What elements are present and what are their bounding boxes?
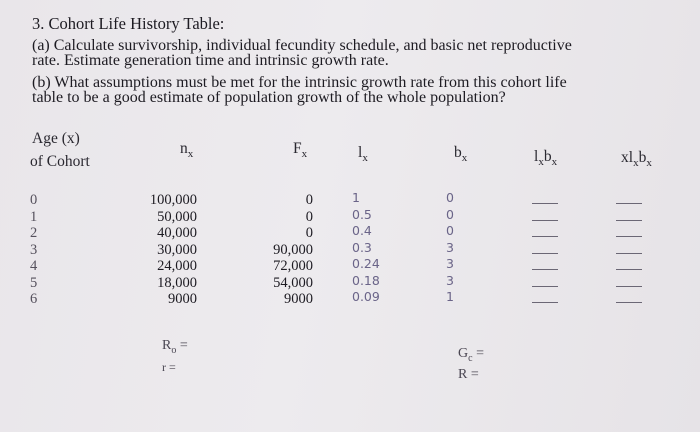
nx-cell: 18,000 [157, 274, 197, 291]
Fx-cell: 9000 [284, 291, 313, 307]
blank-answer-line [616, 212, 642, 229]
Fx-cell: 0 [305, 225, 313, 241]
Fx-cell: 0 [305, 192, 313, 208]
Fx-cell: 72,000 [273, 258, 313, 274]
header-age-sub: of Cohort [30, 153, 90, 170]
question-title: 3. Cohort Life History Table: [32, 14, 225, 33]
age-cell: 6 [30, 291, 38, 307]
blank-answer-line [532, 195, 558, 212]
age-cell: 1 [30, 208, 38, 225]
blank-answer-line [532, 245, 558, 262]
lxbx-blank-column [532, 195, 558, 311]
R-label: R = [458, 367, 479, 382]
blank-answer-line [616, 228, 642, 245]
nx-cell: 24,000 [157, 258, 197, 274]
nx-cell: 40,000 [157, 225, 197, 241]
bx-handwritten-column [446, 190, 472, 306]
nx-cell: 100,000 [149, 192, 197, 208]
age-cell: 4 [30, 258, 38, 274]
part-a-line-1: (a) Calculate survivorship, individual fecundity schedule, and basic net reproductive [32, 37, 572, 54]
header-lxbx: $l_xb_x$ [534, 148, 558, 169]
Fx-cell: 0 [305, 208, 313, 225]
blank-answer-line [616, 195, 642, 212]
nx-cell: 9000 [168, 291, 197, 307]
header-nx: $n_x$ [180, 140, 194, 161]
bx-cell: 3 [446, 239, 454, 255]
nx-column [130, 192, 197, 308]
lx-cell: 0.4 [352, 223, 372, 238]
part-a-line-2: rate. Estimate generation time and intrinsic growth rate. [32, 52, 389, 69]
r-label: r = [162, 360, 176, 374]
header-xlxbx: $xl_xb_x$ [621, 149, 652, 170]
age-cell: 3 [30, 241, 38, 258]
gc-label: $G_c$ = [458, 346, 484, 364]
header-bx: $b_x$ [454, 144, 468, 165]
blank-answer-line [532, 294, 558, 311]
Fx-column [250, 192, 313, 308]
blank-answer-line [532, 212, 558, 229]
lx-cell: 0.3 [352, 239, 372, 255]
age-cell: 5 [30, 274, 38, 291]
Fx-cell: 90,000 [273, 241, 313, 258]
header-age: Age (x) [32, 130, 80, 147]
nx-cell: 30,000 [157, 241, 197, 258]
lx-handwritten-column [352, 190, 394, 306]
bx-cell: 1 [446, 289, 454, 304]
lx-cell: 0.18 [352, 272, 380, 288]
xlxbx-blank-column [616, 195, 642, 311]
age-cell: 0 [30, 192, 38, 208]
bx-cell: 3 [446, 256, 454, 271]
age-cell: 2 [30, 225, 38, 241]
lx-cell: 0.5 [352, 206, 372, 222]
blank-answer-line [616, 278, 642, 295]
blank-answer-line [532, 278, 558, 295]
blank-answer-line [616, 294, 642, 311]
blank-answer-line [616, 261, 642, 278]
header-lx: $l_x$ [358, 144, 368, 165]
part-b-line-1: (b) What assumptions must be met for the intrinsic growth rate from this cohort life [32, 74, 567, 91]
blank-answer-line [532, 261, 558, 278]
bx-cell: 3 [446, 272, 454, 288]
lx-cell: 1 [352, 190, 360, 205]
Fx-cell: 54,000 [273, 274, 313, 291]
bx-cell: 0 [446, 223, 454, 238]
bx-cell: 0 [446, 190, 454, 205]
lx-cell: 0.24 [352, 256, 380, 271]
part-b-line-2: table to be a good estimate of population growth of the whole population? [32, 89, 506, 106]
blank-answer-line [532, 228, 558, 245]
lx-cell: 0.09 [352, 289, 380, 304]
bx-cell: 0 [446, 206, 454, 222]
age-column [30, 192, 50, 308]
header-Fx: $F_x$ [293, 140, 308, 161]
blank-answer-line [616, 245, 642, 262]
nx-cell: 50,000 [157, 208, 197, 225]
ro-label: $R_o$ = [162, 338, 188, 356]
